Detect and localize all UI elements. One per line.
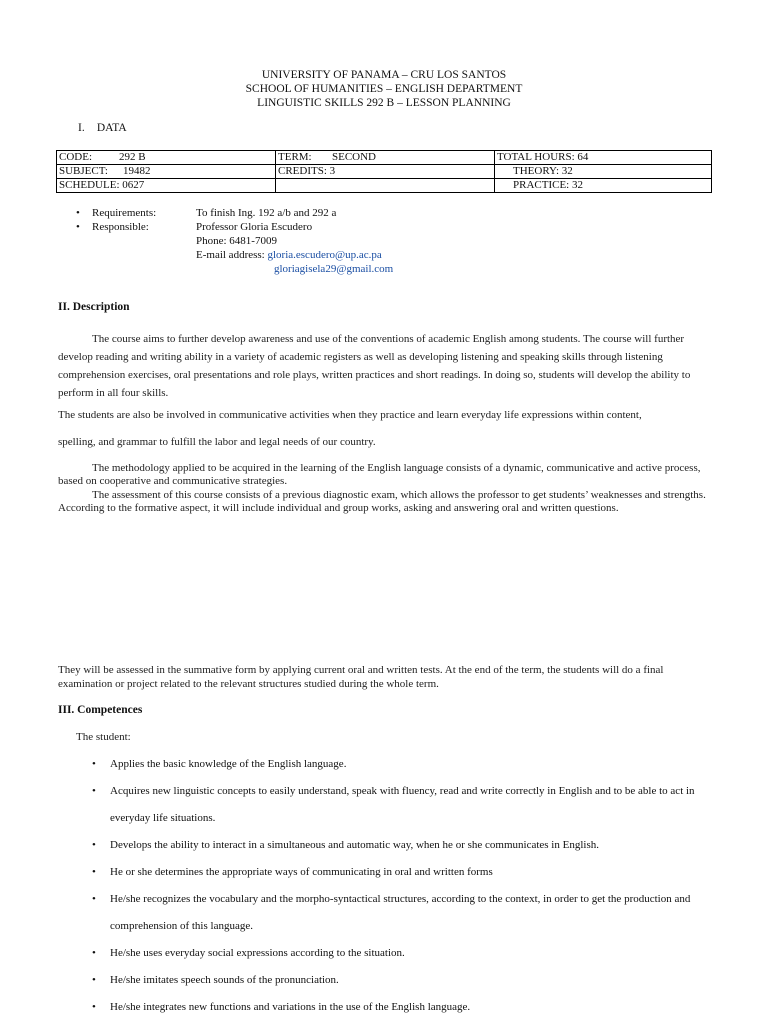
list-item: • He/she uses everyday social expressions according to the situation.: [92, 940, 712, 967]
list-item: • He or she determines the appropriate ways of communicating in oral and written forms: [92, 859, 712, 886]
email-link-primary[interactable]: gloria.escudero@up.ac.pa: [267, 249, 382, 261]
list-item: • He/she recognizes the vocabulary and the morpho-syntactical structures, according to the context, in order to get the production and comprehension of this language.: [92, 886, 712, 940]
bullet-icon: •: [92, 947, 96, 959]
description-paragraph-1: The course aims to further develop awareness and use of the conventions of academic English among students. The course will further develop reading and writing ability in a variety of academic registers as well as developing listening and speaking skills through listening comprehension exercises, oral presentations and role plays, written practices and short readings. In doing so, students will develop the ability to perform in all four skills.: [58, 333, 691, 399]
competences-list: [92, 751, 712, 1021]
header-course: LINGUISTIC SKILLS 292 B – LESSON PLANNING: [257, 97, 511, 109]
bullet-icon: •: [92, 893, 96, 905]
course-data-table: [56, 150, 712, 193]
description-paragraph-5: They will be assessed in the summative form by applying current oral and written tests. At the end of the term, the students will do a final examination or project related to the relevant structures studied during the whole term.: [58, 664, 664, 690]
list-item: • He/she imitates speech sounds of the pronunciation.: [92, 967, 712, 994]
bullet-icon: •: [92, 758, 96, 770]
competences-intro: The student:: [76, 731, 131, 743]
credits-cell: CREDITS: 3: [276, 165, 495, 179]
subject-label: SUBJECT:: [59, 165, 108, 177]
document-header: [0, 68, 768, 110]
requirements-value: To finish Ing. 192 a/b and 292 a: [196, 207, 337, 219]
description-paragraph-4: The assessment of this course consists of a previous diagnostic exam, which allows the professor to get students’ weaknesses and strengths. According to the formative aspect, it will include individual and group works, asking and answering oral and written questions.: [58, 489, 706, 514]
bullet-icon: •: [92, 866, 96, 878]
term-cell: [276, 151, 495, 165]
description-paragraph-2b: spelling, and grammar to fulfill the labor and legal needs of our country.: [58, 436, 376, 448]
header-school: SCHOOL OF HUMANITIES – ENGLISH DEPARTMENT: [245, 83, 523, 95]
code-label: CODE:: [59, 151, 92, 163]
bullet-icon: •: [92, 1001, 96, 1013]
list-item: • Applies the basic knowledge of the English language.: [92, 751, 712, 778]
theory-cell: THEORY: 32: [495, 165, 712, 179]
description-paragraph-3: The methodology applied to be acquired in the learning of the English language consists of a dynamic, communicative and active process, based on cooperative and communicative strategies.: [58, 462, 701, 487]
total-hours-cell: TOTAL HOURS: 64: [495, 151, 712, 165]
schedule-cell: SCHEDULE: 0627: [57, 179, 276, 193]
section-data-title: [78, 122, 127, 134]
subject-cell: [57, 165, 276, 179]
practice-cell: PRACTICE: 32: [495, 179, 712, 193]
description-paragraph-2: The students are also be involved in communicative activities when they practice and learn everyday life expressions within content,: [58, 409, 642, 421]
phone-number: Phone: 6481-7009: [196, 235, 277, 247]
subject-value: 19482: [123, 165, 151, 177]
list-item: • Develops the ability to interact in a simultaneous and automatic way, when he or she communicates in English.: [92, 832, 712, 859]
header-university: UNIVERSITY OF PANAMA – CRU LOS SANTOS: [261, 69, 507, 81]
section-number: I.: [78, 122, 85, 134]
table-row: [57, 165, 712, 179]
bullet-icon: •: [92, 974, 96, 986]
bullet-icon: •: [92, 839, 96, 851]
term-label: TERM:: [278, 151, 312, 163]
responsible-value: Professor Gloria Escudero: [196, 221, 313, 233]
bullet-icon: •: [76, 207, 80, 219]
table-row: [57, 151, 712, 165]
section-description-title: II. Description: [58, 301, 130, 313]
table-row: [57, 179, 712, 193]
list-item: • Acquires new linguistic concepts to easily understand, speak with fluency, read and write correctly in English and to be able to act in everyday life situations.: [92, 778, 712, 832]
requirements-label: Requirements:: [92, 207, 157, 219]
term-value: SECOND: [332, 151, 377, 163]
empty-cell: [276, 179, 495, 193]
email-link-secondary[interactable]: gloriagisela29@gmail.com: [274, 263, 394, 275]
list-item: • He/she integrates new functions and variations in the use of the English language.: [92, 994, 712, 1021]
requirements-block: [76, 206, 393, 276]
bullet-icon: •: [92, 785, 96, 797]
section-competences-title: III. Competences: [58, 704, 143, 716]
code-value: 292 B: [119, 151, 146, 163]
email-label: E-mail address:: [196, 249, 268, 261]
bullet-icon: •: [76, 221, 80, 233]
responsible-label: Responsible:: [92, 221, 149, 233]
code-cell: [57, 151, 276, 165]
section-title: DATA: [96, 122, 127, 134]
